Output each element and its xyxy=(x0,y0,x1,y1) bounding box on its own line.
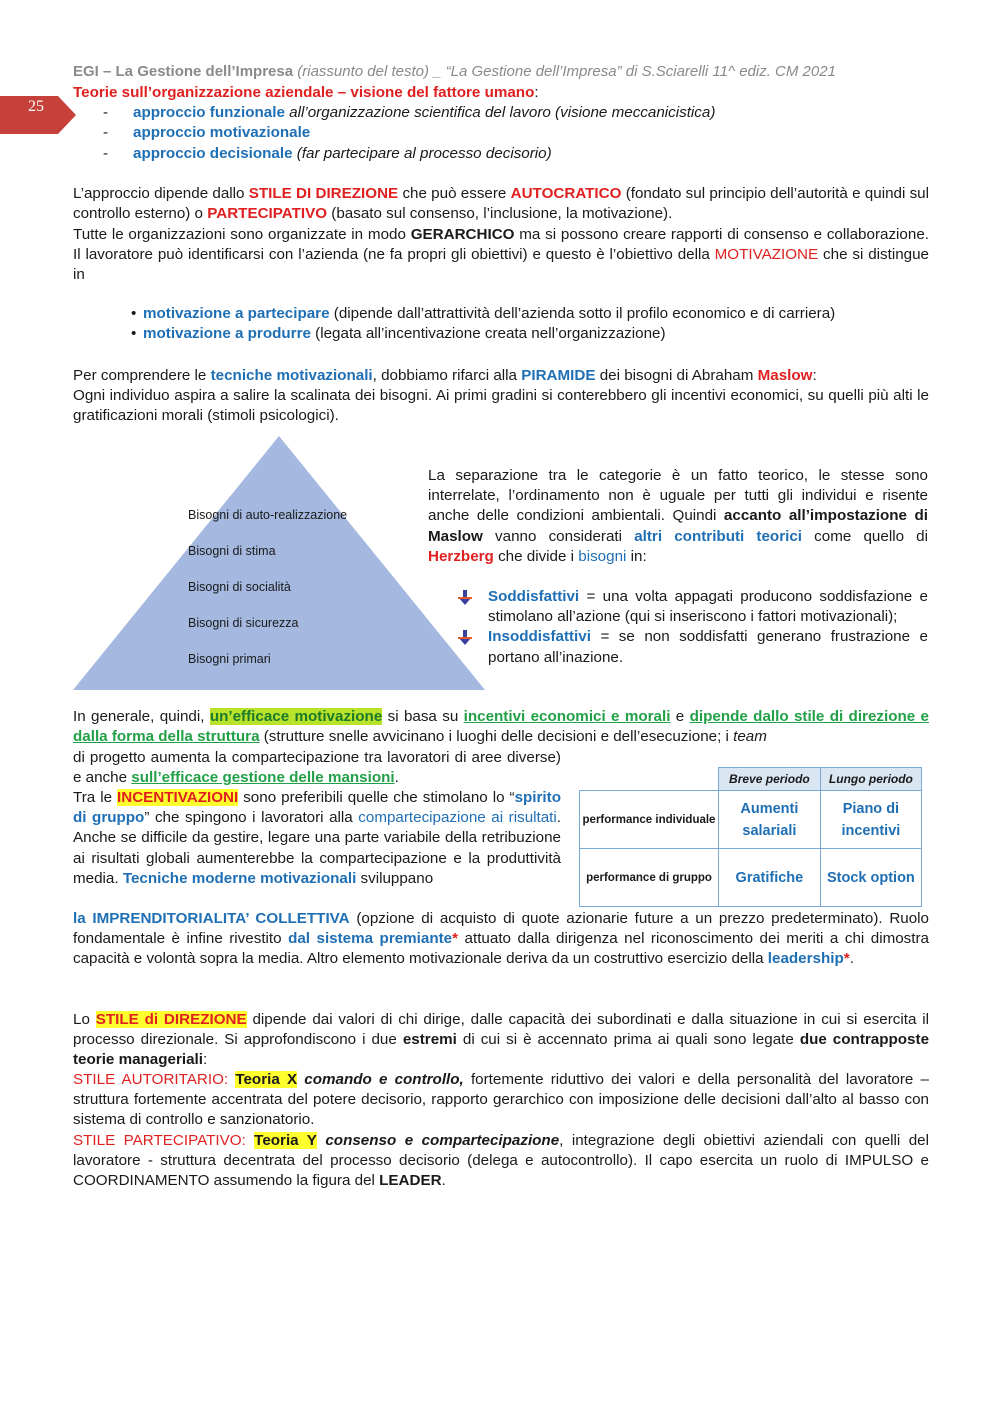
table-corner xyxy=(580,768,719,791)
table-row xyxy=(580,849,922,907)
pyramid-level-social: Bisogni di socialità xyxy=(188,580,291,594)
direction-style-paragraph: L’approccio dipende dallo STILE DI DIREZIONE che può essere AUTOCRATICO (fondato sul principio dell’autorità e quindi sul controllo esterno) o PARTECIPATIVO (basato sul consenso, l’inclusione, la motivazione). xyxy=(73,185,929,223)
pyramid-level-primary: Bisogni primari xyxy=(188,652,271,666)
list-item: - approccio motivazionale xyxy=(73,123,953,143)
table-cell: Gratifiche xyxy=(719,849,821,907)
list-item: Insoddisfattivi = se non soddisfatti generano frustrazione e portano all’inazione. xyxy=(428,627,928,667)
pyramid-level-self-realization: Bisogni di auto-realizzazione xyxy=(188,508,348,522)
table-cell: Stock option xyxy=(820,849,921,907)
maslow-paragraph: Per comprendere le tecniche motivazionali, dobbiamo rifarci alla PIRAMIDE dei bisogni di Abraham Maslow: Ogni individuo aspira a salire la scalinata dei bisogni. Ai primi gradini si conterebbero gli incentivi economici, su quelli più alti le gratificazioni morali (stimoli psicologici). xyxy=(73,367,929,425)
theory-y-paragraph: STILE PARTECIPATIVO: Teoria Y consenso e compartecipazione, integrazione degli obiettivi aziendali con quelli del lavoratore - struttura decentrata del processo decisorio (delega e autocontrollo). Il capo esercita un ruolo di IMPULSO e COORDINAMENTO assumendo la figura del LEADER. xyxy=(73,1132,929,1190)
section-title: Teorie sull’organizzazione aziendale – visione del fattore umano: xyxy=(73,84,539,101)
table-header-row xyxy=(580,768,922,791)
list-item: • motivazione a partecipare (dipende dall’attrattività dell’azienda sotto il profilo economico e di carriera) xyxy=(131,304,931,324)
page-number: 25 xyxy=(28,98,44,115)
row-header: performance di gruppo xyxy=(580,849,719,907)
column-header: Breve periodo xyxy=(719,768,821,791)
list-item: - approccio decisionale (far partecipare al processo decisorio) xyxy=(73,144,953,164)
list-item: Soddisfattivi = una volta appagati producono soddisfazione e stimolano all’azione (qui si inseriscono i fattori motivazionali); xyxy=(428,587,928,627)
arrow-down-icon xyxy=(458,630,472,646)
pyramid-level-esteem: Bisogni di stima xyxy=(188,544,276,558)
document-header xyxy=(73,62,953,82)
header-subtitle: (riassunto del testo) _ “La Gestione dell’Impresa” di S.Sciarelli 11^ ediz. CM 2021 xyxy=(297,63,836,80)
theory-x-paragraph: STILE AUTORITARIO: Teoria X comando e controllo, fortemente riduttivo dei valori e della personalità del lavoratore – struttura fortemente accentrata del potere decisorio, rapporto gerarchico con imposizione delle decisioni dall’alto al basso con sistema di controllo e sanzionatorio. xyxy=(73,1071,929,1129)
hierarchy-paragraph: Tutte le organizzazioni sono organizzate in modo GERARCHICO ma si possono creare rapporti di consenso e collaborazione. Il lavoratore può identificarsi con l’azienda (ne fa propri gli obiettivi) e questo è l’obiettivo della MOTIVAZIONE che si distingue in xyxy=(73,226,929,284)
incentive-table xyxy=(579,767,922,907)
pyramid-level-safety: Bisogni di sicurezza xyxy=(188,616,299,630)
course-title: EGI – La Gestione dell’Impresa xyxy=(73,63,294,80)
table-row xyxy=(580,791,922,849)
intro-section xyxy=(73,83,953,164)
incentives-paragraph-continued: la IMPRENDITORIALITA’ COLLETTIVA (opzione di acquisto di quote azionarie future a un prezzo predeterminato). Ruolo fondamentale è infine rivestito dal sistema premiante* attuato dalla dirigenza nel riconoscimento dei meriti a chi dimostra capacità e volontà sopra la media. Altro elemento motivazionale deriva da un costruttivo esercizio della leadership*. xyxy=(73,910,929,968)
effective-motivation-continued: di progetto aumenta la compartecipazione tra lavoratori di aree diverse) e anche sull’efficace gestione delle mansioni. xyxy=(73,749,561,787)
list-item: - approccio funzionale all’organizzazione scientifica del lavoro (visione meccanicistica) xyxy=(73,103,953,123)
herzberg-needs-list xyxy=(428,587,928,668)
management-style-paragraph: Lo STILE di DIREZIONE dipende dai valori di chi dirige, dalle capacità dei subordinati e dalla situazione in cui si esercita il processo direzionale. Si approfondiscono i due estremi di cui si è accennato prima ai quali sono legate due contrapposte teorie manageriali: xyxy=(73,1011,930,1069)
effective-motivation-paragraph: In generale, quindi, un’efficace motivazione si basa su incentivi economici e morali e dipende dallo stile di direzione e dalla forma della struttura (strutture snelle avvicinano i luoghi delle decisioni e dell’esecuzione; i team xyxy=(73,708,930,746)
herzberg-paragraph: La separazione tra le categorie è un fatto teorico, le stesse sono interrelate, l’ordinamento non è uguale per tutti gli individui e risente anche delle condizioni ambientali. Quindi accanto all’impostazione di Maslow vanno considerati altri contributi teorici come quello di Herzberg che divide i bisogni in: xyxy=(428,467,928,565)
approaches-list xyxy=(73,103,953,164)
maslow-pyramid xyxy=(73,436,485,690)
incentives-paragraph: Tra le INCENTIVAZIONI sono preferibili quelle che stimolano lo “spirito di gruppo” che spingono i lavoratori alla compartecipazione ai risultati. Anche se difficile da gestire, legare una parte variabile della retribuzione ai risultati globali aumenterebbe la compartecipazione e la produttività media. Tecniche moderne motivazionali sviluppano xyxy=(73,789,562,887)
table-cell: Aumenti salariali xyxy=(719,791,821,849)
list-item: • motivazione a produrre (legata all’incentivazione creata nell’organizzazione) xyxy=(131,324,931,344)
column-header: Lungo periodo xyxy=(820,768,921,791)
row-header: performance individuale xyxy=(580,791,719,849)
motivation-list xyxy=(131,304,931,344)
arrow-down-icon xyxy=(458,590,472,606)
table-cell: Piano di incentivi xyxy=(820,791,921,849)
